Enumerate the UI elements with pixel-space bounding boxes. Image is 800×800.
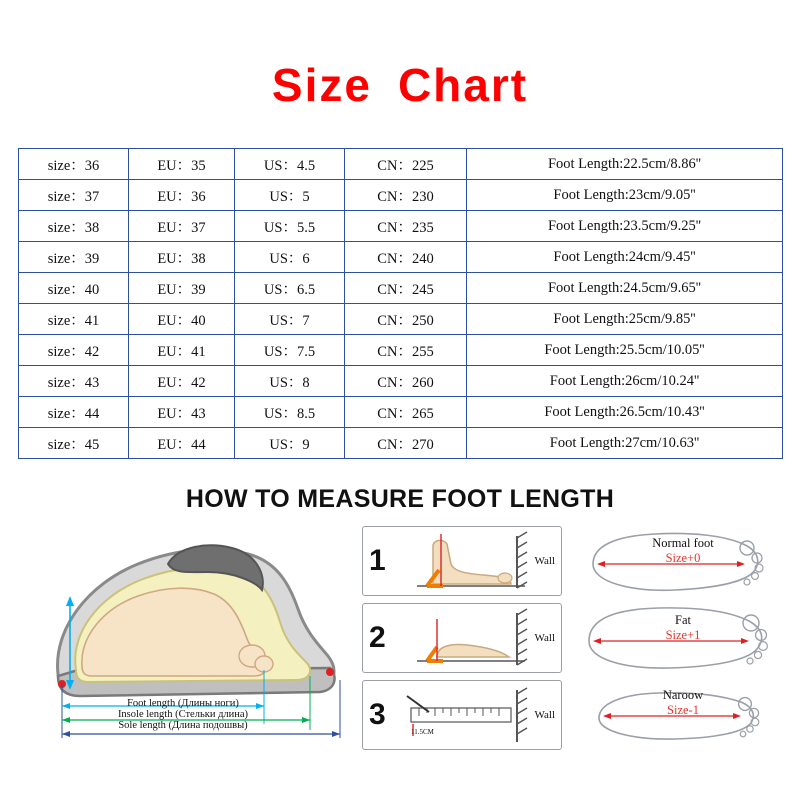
step-1-illustration bbox=[397, 528, 547, 596]
foot-type-advice: Size-1 bbox=[667, 703, 699, 717]
cell-foot-length: Foot Length:24cm/9.45'' bbox=[467, 242, 783, 273]
cell-eu: EU：44 bbox=[129, 428, 235, 459]
cell-size: size：42 bbox=[19, 335, 129, 366]
cell-size: size：39 bbox=[19, 242, 129, 273]
cell-us: US：5.5 bbox=[235, 211, 345, 242]
marker-toe bbox=[326, 668, 334, 676]
cell-cn: CN：240 bbox=[345, 242, 467, 273]
height-arrow-head-top bbox=[66, 596, 74, 606]
table-row bbox=[19, 211, 783, 242]
cell-foot-length: Foot Length:24.5cm/9.65'' bbox=[467, 273, 783, 304]
measure-step-2 bbox=[362, 603, 562, 673]
cell-cn: CN：250 bbox=[345, 304, 467, 335]
cell-eu: EU：39 bbox=[129, 273, 235, 304]
wall-label: Wall bbox=[534, 632, 555, 644]
toe-2 bbox=[255, 656, 273, 672]
cell-foot-length: Foot Length:23cm/9.05'' bbox=[467, 180, 783, 211]
measure-steps bbox=[362, 524, 562, 752]
cell-us: US：4.5 bbox=[235, 149, 345, 180]
cell-cn: CN：235 bbox=[345, 211, 467, 242]
table-row bbox=[19, 366, 783, 397]
measure-step-1 bbox=[362, 526, 562, 596]
page-title bbox=[0, 0, 800, 112]
how-to-measure-heading: HOW TO MEASURE FOOT LENGTH bbox=[185, 485, 615, 513]
shoe-diagram bbox=[18, 524, 348, 752]
cell-foot-length: Foot Length:26cm/10.24'' bbox=[467, 366, 783, 397]
table-row bbox=[19, 149, 783, 180]
foot-type-name: Naroow bbox=[662, 688, 704, 702]
cell-size: size：45 bbox=[19, 428, 129, 459]
cell-size: size：37 bbox=[19, 180, 129, 211]
cell-foot-length: Foot Length:23.5cm/9.25'' bbox=[467, 211, 783, 242]
step-2-illustration bbox=[397, 605, 547, 673]
size-table bbox=[18, 148, 783, 459]
cell-us: US：8 bbox=[235, 366, 345, 397]
table-row bbox=[19, 242, 783, 273]
cell-us: US：8.5 bbox=[235, 397, 345, 428]
cell-cn: CN：225 bbox=[345, 149, 467, 180]
table-row bbox=[19, 428, 783, 459]
legend-insole-length: Insole length (Стельки длина) bbox=[117, 709, 249, 720]
cell-size: size：44 bbox=[19, 397, 129, 428]
table-row bbox=[19, 180, 783, 211]
cell-size: size：43 bbox=[19, 366, 129, 397]
cell-cn: CN：270 bbox=[345, 428, 467, 459]
sole-arrow-right bbox=[332, 731, 340, 737]
cell-cn: CN：260 bbox=[345, 366, 467, 397]
table-row bbox=[19, 335, 783, 366]
cell-us: US：6 bbox=[235, 242, 345, 273]
step-3-illustration bbox=[397, 682, 547, 750]
foot-type-normal bbox=[575, 524, 787, 598]
foot-type-narrow bbox=[575, 678, 787, 752]
foot-type-name: Normal foot bbox=[652, 536, 714, 550]
cell-eu: EU：40 bbox=[129, 304, 235, 335]
table-row bbox=[19, 273, 783, 304]
cell-cn: CN：245 bbox=[345, 273, 467, 304]
illustration-panels bbox=[0, 524, 800, 754]
cell-eu: EU：38 bbox=[129, 242, 235, 273]
table-row bbox=[19, 304, 783, 335]
cell-us: US：7.5 bbox=[235, 335, 345, 366]
foot-type-name: Fat bbox=[675, 613, 691, 627]
step-number: 3 bbox=[369, 698, 386, 731]
measure-step-3 bbox=[362, 680, 562, 750]
cell-size: size：36 bbox=[19, 149, 129, 180]
cell-us: US：6.5 bbox=[235, 273, 345, 304]
cell-foot-length: Foot Length:27cm/10.63'' bbox=[467, 428, 783, 459]
cell-eu: EU：37 bbox=[129, 211, 235, 242]
cell-foot-length: Foot Length:22.5cm/8.86'' bbox=[467, 149, 783, 180]
cell-eu: EU：36 bbox=[129, 180, 235, 211]
cell-size: size：38 bbox=[19, 211, 129, 242]
cell-us: US：5 bbox=[235, 180, 345, 211]
foot-type-advice: Size+1 bbox=[665, 628, 701, 642]
cell-us: US：9 bbox=[235, 428, 345, 459]
page-title-part-1: Size bbox=[271, 59, 372, 111]
cell-foot-length: Foot Length:25cm/9.85'' bbox=[467, 304, 783, 335]
cell-us: US：7 bbox=[235, 304, 345, 335]
sole-arrow-left bbox=[62, 731, 70, 737]
ruler-value: 11.5CM bbox=[411, 728, 434, 736]
cell-cn: CN：255 bbox=[345, 335, 467, 366]
wall-label: Wall bbox=[534, 709, 555, 721]
foot-type-advice: Size+0 bbox=[665, 551, 701, 565]
cell-eu: EU：42 bbox=[129, 366, 235, 397]
size-table-container bbox=[18, 148, 782, 459]
legend-sole-length: Sole length (Длина подошвы) bbox=[118, 720, 248, 731]
cell-cn: CN：265 bbox=[345, 397, 467, 428]
wall-label: Wall bbox=[534, 555, 555, 567]
cell-eu: EU：41 bbox=[129, 335, 235, 366]
cell-cn: CN：230 bbox=[345, 180, 467, 211]
page-title-part-2: Chart bbox=[397, 59, 529, 111]
cell-eu: EU：35 bbox=[129, 149, 235, 180]
cell-size: size：40 bbox=[19, 273, 129, 304]
cell-size: size：41 bbox=[19, 304, 129, 335]
foot-types bbox=[575, 524, 787, 752]
step-number: 1 bbox=[369, 544, 386, 577]
size-table-body bbox=[19, 149, 783, 459]
table-row bbox=[19, 397, 783, 428]
cell-eu: EU：43 bbox=[129, 397, 235, 428]
foot-type-fat bbox=[575, 601, 787, 675]
step-number: 2 bbox=[369, 621, 386, 654]
cell-foot-length: Foot Length:26.5cm/10.43'' bbox=[467, 397, 783, 428]
legend-foot-length: Foot length (Длины ноги) bbox=[127, 698, 239, 709]
cell-foot-length: Foot Length:25.5cm/10.05'' bbox=[467, 335, 783, 366]
